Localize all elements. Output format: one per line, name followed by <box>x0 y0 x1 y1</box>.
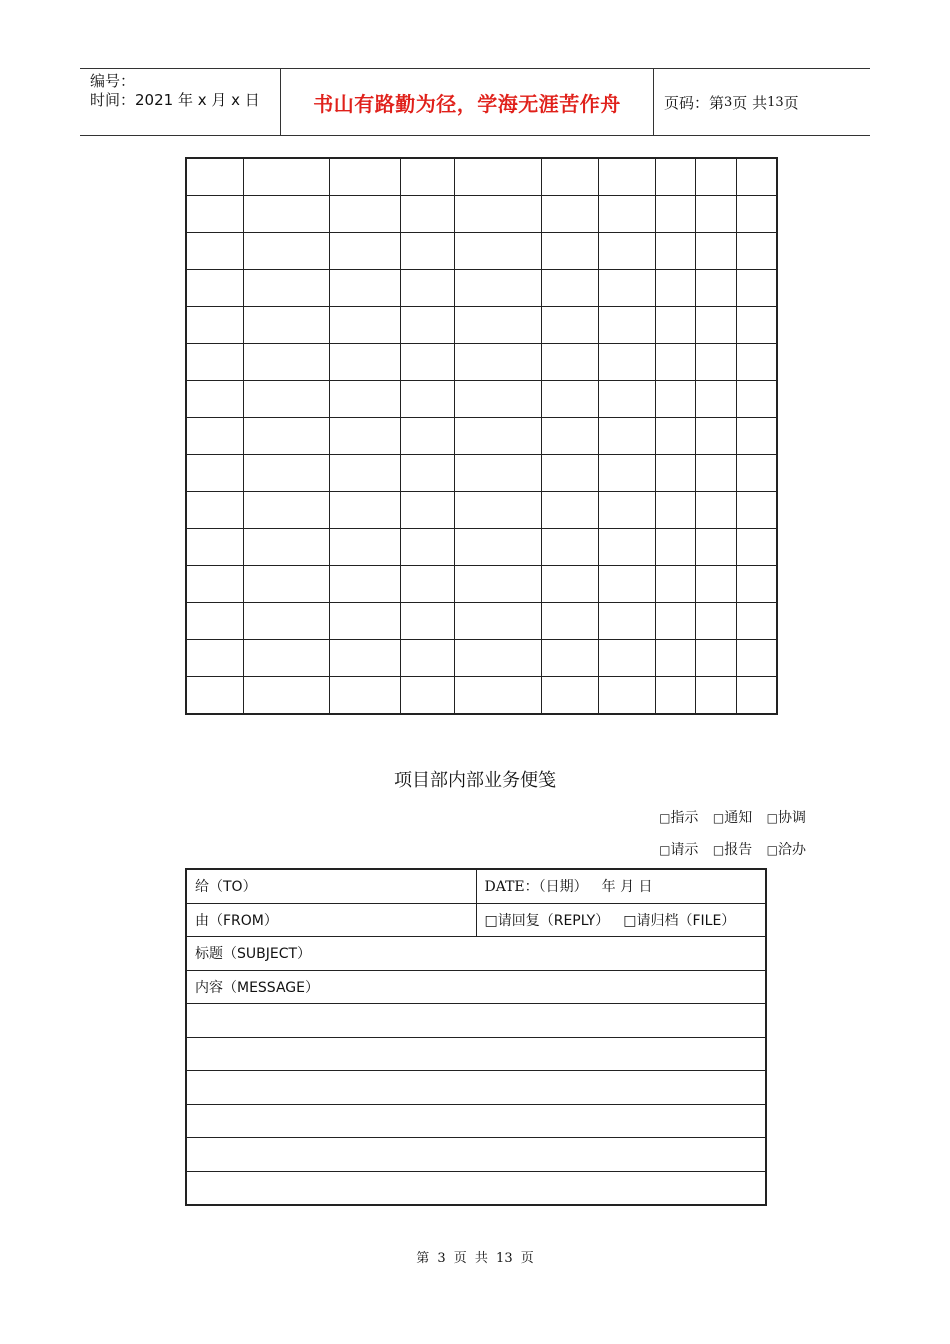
grid-cell[interactable] <box>599 270 656 307</box>
option-instruct[interactable]: □指示 <box>659 810 699 826</box>
grid-cell[interactable] <box>656 492 696 529</box>
grid-cell[interactable] <box>401 418 455 455</box>
grid-cell[interactable] <box>455 270 542 307</box>
page-mid: 页 共 <box>732 93 768 112</box>
grid-cell[interactable] <box>696 529 737 566</box>
checkbox-icon: □ <box>659 811 671 825</box>
number-label: 编号： <box>90 72 136 90</box>
grid-cell[interactable] <box>656 603 696 640</box>
grid-row <box>186 270 777 307</box>
message-line <box>186 1004 766 1038</box>
option-negotiate[interactable]: □洽办 <box>766 842 806 858</box>
grid-cell[interactable] <box>696 492 737 529</box>
date-field[interactable]: DATE：（日期） 年 月 日 <box>476 869 766 903</box>
grid-cell[interactable] <box>737 233 778 270</box>
message-line-cell[interactable] <box>186 1138 766 1172</box>
grid-row <box>186 196 777 233</box>
grid-cell[interactable] <box>599 603 656 640</box>
grid-cell[interactable] <box>599 344 656 381</box>
grid-cell[interactable] <box>696 455 737 492</box>
page-header <box>80 68 870 136</box>
grid-cell[interactable] <box>401 381 455 418</box>
grid-cell[interactable] <box>330 529 401 566</box>
grid-cell[interactable] <box>542 196 599 233</box>
grid-cell[interactable] <box>737 455 778 492</box>
grid-cell[interactable] <box>656 566 696 603</box>
grid-cell[interactable] <box>599 640 656 677</box>
grid-cell[interactable] <box>737 270 778 307</box>
grid-cell[interactable] <box>455 455 542 492</box>
grid-cell[interactable] <box>737 566 778 603</box>
message-line-cell[interactable] <box>186 1004 766 1038</box>
grid-cell[interactable] <box>542 640 599 677</box>
grid-cell[interactable] <box>401 307 455 344</box>
grid-cell[interactable] <box>455 418 542 455</box>
grid-cell[interactable] <box>244 603 330 640</box>
grid-cell[interactable] <box>455 529 542 566</box>
grid-row <box>186 158 777 196</box>
grid-cell[interactable] <box>599 233 656 270</box>
grid-cell[interactable] <box>455 640 542 677</box>
checkbox-icon: □ <box>712 843 725 857</box>
memo-row-subject <box>186 937 766 971</box>
grid-row <box>186 418 777 455</box>
grid-cell[interactable] <box>455 233 542 270</box>
grid-cell[interactable] <box>401 529 455 566</box>
grid-cell[interactable] <box>696 381 737 418</box>
grid-cell[interactable] <box>656 640 696 677</box>
grid-cell[interactable] <box>401 233 455 270</box>
checkbox-icon: □ <box>659 843 671 857</box>
grid-cell[interactable] <box>330 603 401 640</box>
grid-cell[interactable] <box>599 529 656 566</box>
grid-cell[interactable] <box>186 270 244 307</box>
message-line <box>186 1037 766 1071</box>
grid-cell[interactable] <box>656 381 696 418</box>
grid-cell[interactable] <box>599 158 656 196</box>
grid-cell[interactable] <box>656 344 696 381</box>
time-label: 时间：2021 年 x 月 x 日 <box>90 91 260 109</box>
grid-cell[interactable] <box>599 566 656 603</box>
grid-cell[interactable] <box>186 418 244 455</box>
grid-cell[interactable] <box>186 492 244 529</box>
grid-cell[interactable] <box>455 344 542 381</box>
grid-cell[interactable] <box>186 677 244 715</box>
memo-row-message <box>186 970 766 1004</box>
grid-row <box>186 233 777 270</box>
grid-cell[interactable] <box>330 233 401 270</box>
grid-cell[interactable] <box>599 196 656 233</box>
memo-options-row-2 <box>649 839 806 859</box>
grid-cell[interactable] <box>186 455 244 492</box>
reply-file-options <box>476 903 766 937</box>
motto-text: 书山有路勤为径，学海无涯苦作舟 <box>313 91 621 116</box>
grid-cell[interactable] <box>244 492 330 529</box>
grid-cell[interactable] <box>455 677 542 715</box>
grid-cell[interactable] <box>330 566 401 603</box>
grid-cell[interactable] <box>542 307 599 344</box>
grid-cell[interactable] <box>401 492 455 529</box>
grid-cell[interactable] <box>737 677 778 715</box>
grid-cell[interactable] <box>696 307 737 344</box>
grid-cell[interactable] <box>696 196 737 233</box>
grid-cell[interactable] <box>186 196 244 233</box>
grid-cell[interactable] <box>542 455 599 492</box>
grid-cell[interactable] <box>656 233 696 270</box>
memo-row-from <box>186 903 766 937</box>
message-line-cell[interactable] <box>186 1037 766 1071</box>
grid-cell[interactable] <box>599 307 656 344</box>
grid-cell[interactable] <box>186 603 244 640</box>
option-report[interactable]: □报告 <box>712 842 753 858</box>
grid-cell[interactable] <box>737 344 778 381</box>
memo-title: 项目部内部业务便笺 <box>394 770 556 791</box>
grid-cell[interactable] <box>330 492 401 529</box>
page-prefix: 页码：第 <box>664 93 725 112</box>
memo-form-table <box>185 868 767 1206</box>
message-line <box>186 1071 766 1105</box>
grid-cell[interactable] <box>737 418 778 455</box>
grid-cell[interactable] <box>455 603 542 640</box>
grid-cell[interactable] <box>696 344 737 381</box>
grid-cell[interactable] <box>186 344 244 381</box>
message-line-cell[interactable] <box>186 1071 766 1105</box>
grid-cell[interactable] <box>401 455 455 492</box>
grid-row <box>186 455 777 492</box>
grid-row <box>186 381 777 418</box>
grid-cell[interactable] <box>244 529 330 566</box>
grid-cell[interactable] <box>186 640 244 677</box>
grid-cell[interactable] <box>330 418 401 455</box>
header-meta <box>80 69 281 135</box>
message-line <box>186 1171 766 1205</box>
grid-row <box>186 492 777 529</box>
grid-cell[interactable] <box>737 381 778 418</box>
checkbox-icon: □ <box>766 843 778 857</box>
grid-row <box>186 640 777 677</box>
grid-cell[interactable] <box>330 307 401 344</box>
grid-cell[interactable] <box>542 418 599 455</box>
grid-cell[interactable] <box>330 196 401 233</box>
option-notify[interactable]: □通知 <box>712 810 753 826</box>
checkbox-icon: □ <box>766 811 778 825</box>
memo-options-row-1 <box>649 807 806 827</box>
grid-cell[interactable] <box>244 677 330 715</box>
grid-cell[interactable] <box>244 158 330 196</box>
grid-cell[interactable] <box>696 158 737 196</box>
grid-cell[interactable] <box>401 158 455 196</box>
grid-cell[interactable] <box>244 455 330 492</box>
grid-cell[interactable] <box>186 158 244 196</box>
grid-cell[interactable] <box>656 196 696 233</box>
file-checkbox[interactable]: □请归档（FILE） <box>623 912 736 929</box>
grid-cell[interactable] <box>599 492 656 529</box>
grid-row <box>186 529 777 566</box>
grid-cell[interactable] <box>737 492 778 529</box>
grid-cell[interactable] <box>186 566 244 603</box>
grid-cell[interactable] <box>330 381 401 418</box>
grid-cell[interactable] <box>696 640 737 677</box>
grid-cell[interactable] <box>599 677 656 715</box>
grid-cell[interactable] <box>542 492 599 529</box>
grid-cell[interactable] <box>737 603 778 640</box>
grid-cell[interactable] <box>244 566 330 603</box>
grid-cell[interactable] <box>542 381 599 418</box>
grid-cell[interactable] <box>186 307 244 344</box>
grid-cell[interactable] <box>244 307 330 344</box>
grid-cell[interactable] <box>542 344 599 381</box>
grid-cell[interactable] <box>244 381 330 418</box>
grid-cell[interactable] <box>401 566 455 603</box>
page-indicator <box>654 69 870 135</box>
page-total: 13 <box>767 94 784 110</box>
grid-cell[interactable] <box>455 381 542 418</box>
grid-cell[interactable] <box>330 344 401 381</box>
grid-cell[interactable] <box>455 196 542 233</box>
grid-cell[interactable] <box>455 158 542 196</box>
grid-cell[interactable] <box>455 307 542 344</box>
grid-cell[interactable] <box>737 307 778 344</box>
grid-cell[interactable] <box>455 566 542 603</box>
grid-cell[interactable] <box>244 196 330 233</box>
grid-cell[interactable] <box>599 418 656 455</box>
grid-cell[interactable] <box>696 418 737 455</box>
grid-cell[interactable] <box>542 566 599 603</box>
grid-cell[interactable] <box>542 677 599 715</box>
grid-cell[interactable] <box>599 455 656 492</box>
grid-row <box>186 603 777 640</box>
grid-cell[interactable] <box>696 270 737 307</box>
grid-cell[interactable] <box>696 677 737 715</box>
grid-cell[interactable] <box>656 270 696 307</box>
grid-row <box>186 677 777 715</box>
option-coordinate[interactable]: □协调 <box>766 810 806 826</box>
grid-cell[interactable] <box>244 270 330 307</box>
grid-row <box>186 344 777 381</box>
grid-cell[interactable] <box>401 270 455 307</box>
checkbox-icon: □ <box>712 811 725 825</box>
grid-cell[interactable] <box>401 603 455 640</box>
grid-cell[interactable] <box>656 158 696 196</box>
message-line <box>186 1138 766 1172</box>
grid-cell[interactable] <box>656 677 696 715</box>
grid-cell[interactable] <box>656 418 696 455</box>
grid-cell[interactable] <box>186 529 244 566</box>
grid-cell[interactable] <box>186 381 244 418</box>
subject-field[interactable]: 标题（SUBJECT） <box>186 937 766 971</box>
message-line <box>186 1104 766 1138</box>
grid-cell[interactable] <box>656 529 696 566</box>
memo-row-to <box>186 869 766 903</box>
grid-row <box>186 566 777 603</box>
grid-cell[interactable] <box>330 158 401 196</box>
option-request[interactable]: □请示 <box>659 842 699 858</box>
grid-cell[interactable] <box>455 492 542 529</box>
grid-cell[interactable] <box>542 529 599 566</box>
grid-cell[interactable] <box>186 233 244 270</box>
grid-cell[interactable] <box>542 603 599 640</box>
page-suffix: 页 <box>783 93 799 112</box>
grid-cell[interactable] <box>244 640 330 677</box>
grid-cell[interactable] <box>401 196 455 233</box>
grid-cell[interactable] <box>244 418 330 455</box>
message-line-cell[interactable] <box>186 1171 766 1205</box>
grid-cell[interactable] <box>696 233 737 270</box>
grid-cell[interactable] <box>330 640 401 677</box>
message-line-cell[interactable] <box>186 1104 766 1138</box>
grid-cell[interactable] <box>330 270 401 307</box>
grid-cell[interactable] <box>599 381 656 418</box>
grid-cell[interactable] <box>244 344 330 381</box>
grid-cell[interactable] <box>696 566 737 603</box>
grid-cell[interactable] <box>542 233 599 270</box>
to-field[interactable]: 给（TO） <box>186 869 476 903</box>
grid-cell[interactable] <box>401 344 455 381</box>
page-number: 3 <box>724 94 733 110</box>
grid-cell[interactable] <box>542 158 599 196</box>
grid-cell[interactable] <box>330 455 401 492</box>
grid-cell[interactable] <box>737 529 778 566</box>
grid-cell[interactable] <box>737 640 778 677</box>
grid-row <box>186 307 777 344</box>
blank-grid-table <box>185 157 778 715</box>
reply-checkbox[interactable]: □请回复（REPLY） <box>484 912 610 929</box>
from-field[interactable]: 由（FROM） <box>186 903 476 937</box>
grid-cell[interactable] <box>656 455 696 492</box>
grid-cell[interactable] <box>401 677 455 715</box>
page-footer: 第 3 页 共 13 页 <box>416 1251 534 1266</box>
grid-cell[interactable] <box>696 603 737 640</box>
grid-cell[interactable] <box>330 677 401 715</box>
message-field[interactable]: 内容（MESSAGE） <box>186 970 766 1004</box>
grid-cell[interactable] <box>401 640 455 677</box>
grid-cell[interactable] <box>542 270 599 307</box>
grid-cell[interactable] <box>737 196 778 233</box>
grid-cell[interactable] <box>656 307 696 344</box>
grid-cell[interactable] <box>244 233 330 270</box>
header-motto-cell <box>281 69 654 135</box>
grid-cell[interactable] <box>737 158 778 196</box>
